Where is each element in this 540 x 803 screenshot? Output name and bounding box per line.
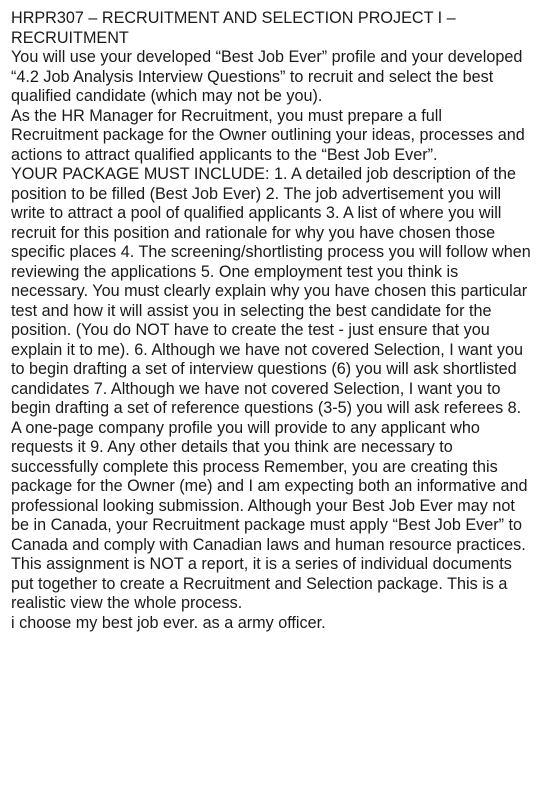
document-body [11, 9, 533, 633]
intro-paragraph: You will use your developed “Best Job Ever” profile and your developed “4.2 Job Analysis Interview Questions” to recruit and select the best qualified candidate (which may not be you). [11, 48, 523, 105]
requirements-paragraph: YOUR PACKAGE MUST INCLUDE: 1. A detailed job description of the position to be filled (Best Job Ever) 2. The job advertisement you will write to attract a pool of qualified applicants 3. A list of where you will recruit for this position and rationale for why you have chosen those specific places 4. The screening/shortlisting process you will follow when reviewing the applications 5. One employment test you think is necessary. You must clearly explain why you have chosen this particular test and how it will assist you in selecting the best candidate for the position. (You do NOT have to create the test - just ensure that you explain it to me). 6. Although we have not covered Selection, I want you to begin drafting a set of interview questions (6) you will ask shortlisted candidates 7. Although we have not covered Selection, I want you to begin drafting a set of reference questions (3-5) you will ask referees 8. A one-page company profile you will provide to any applicant who requests it 9. Any other details that you think are necessary to successfully complete this process Remember, you are creating this package for the Owner (me) and I am expecting both an informative and professional looking submission. Although your Best Job Ever may not be in Canada, your Recruitment package must apply “Best Job Ever” to Canada and comply with Canadian laws and human resource practices. This assignment is NOT a report, it is a series of individual documents put together to create a Recruitment and Selection package. This is a realistic view the whole process. [11, 165, 531, 612]
role-paragraph: As the HR Manager for Recruitment, you must prepare a full Recruitment package for the Owner outlining your ideas, processes and actions to attract qualified applicants to the “Best Job Ever”. [11, 106, 525, 164]
user-note: i choose my best job ever. as a army officer. [11, 613, 326, 632]
document-title: HRPR307 – RECRUITMENT AND SELECTION PROJECT I – RECRUITMENT [11, 9, 456, 47]
